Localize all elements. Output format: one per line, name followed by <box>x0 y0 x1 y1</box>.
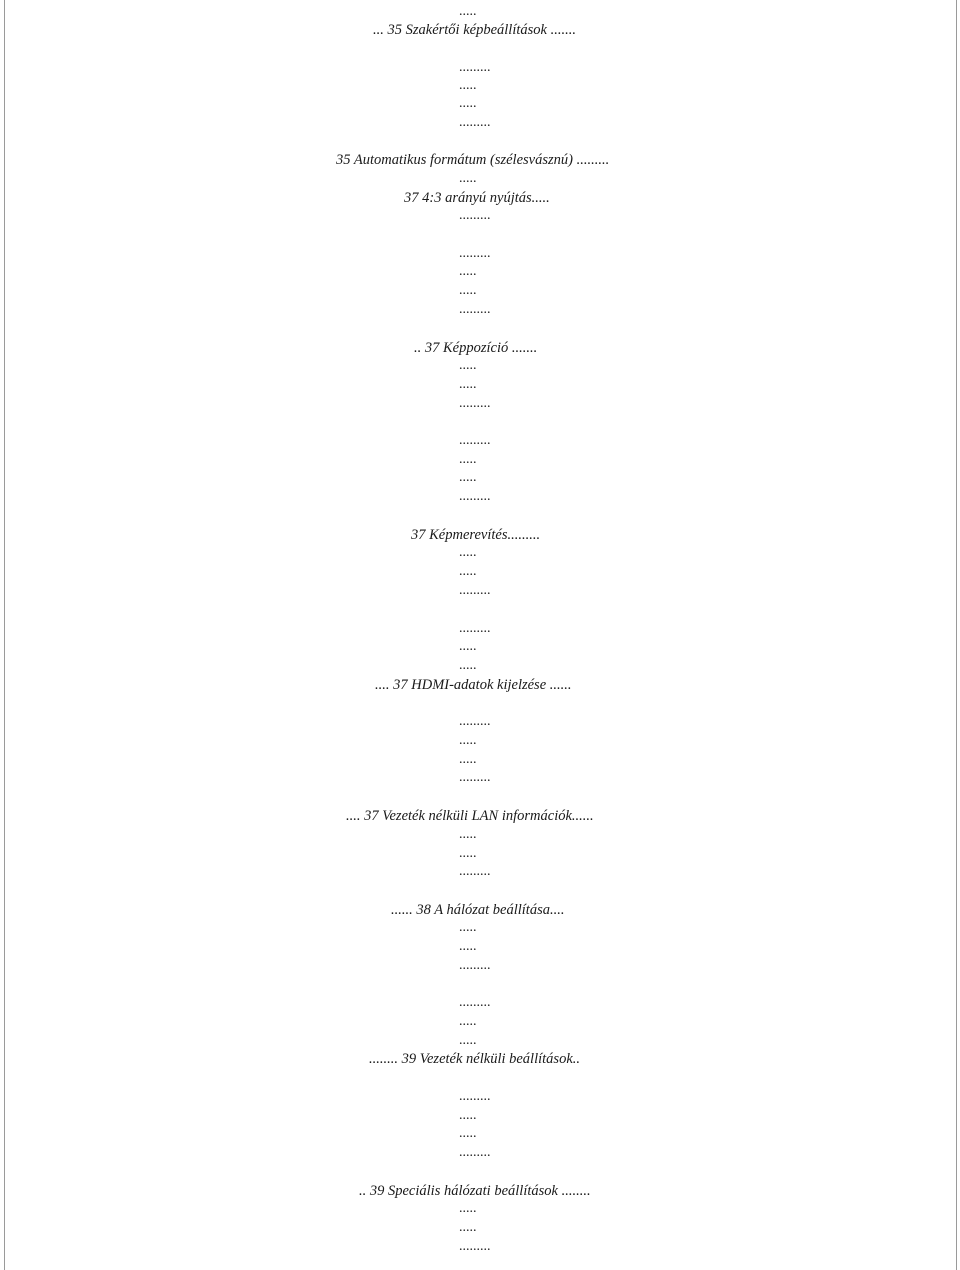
toc-entry-4-3-aranyu-nyujtas[interactable]: 37 4:3 arányú nyújtás..... <box>404 190 550 206</box>
dot-leader: ......... <box>459 958 491 973</box>
dot-leader: ......... <box>459 621 491 636</box>
toc-entry-keppozicio[interactable]: .. 37 Képpozíció ....... <box>414 340 538 356</box>
dot-leader: ..... <box>459 171 477 186</box>
dot-leader: ......... <box>459 583 491 598</box>
dot-leader: ..... <box>459 920 477 935</box>
dot-leader: ..... <box>459 545 477 560</box>
toc-entry-szakertoi-kepbeallitasok[interactable]: ... 35 Szakértői képbeállítások ....... <box>373 22 576 38</box>
toc-entry-kepmerevites[interactable]: 37 Képmerevítés......... <box>411 527 541 543</box>
dot-leader: ..... <box>459 96 477 111</box>
dot-leader: ......... <box>459 246 491 261</box>
toc-entry-a-halozat-beallitasa[interactable]: ...... 38 A hálózat beállítása.... <box>391 902 565 918</box>
dot-leader: ......... <box>459 864 491 879</box>
toc-entry-specialis-halozati-beallitasok[interactable]: .. 39 Speciális hálózati beállítások ........ <box>359 1183 591 1199</box>
dot-leader: ..... <box>459 1108 477 1123</box>
dot-leader: ..... <box>459 78 477 93</box>
dot-leader: ......... <box>459 995 491 1010</box>
dot-leader: ..... <box>459 658 477 673</box>
dot-leader: ..... <box>459 846 477 861</box>
dot-leader: ..... <box>459 264 477 279</box>
dot-leader: ..... <box>459 283 477 298</box>
dot-leader: ..... <box>459 827 477 842</box>
dot-leader: ..... <box>459 733 477 748</box>
dot-leader: ..... <box>459 939 477 954</box>
dot-leader: ......... <box>459 770 491 785</box>
page-left-border <box>4 0 5 1270</box>
dot-leader: ......... <box>459 115 491 130</box>
dot-leader: ..... <box>459 1220 477 1235</box>
dot-leader: ......... <box>459 208 491 223</box>
dot-leader: ..... <box>459 1014 477 1029</box>
dot-leader: ..... <box>459 4 477 19</box>
dot-leader: ..... <box>459 639 477 654</box>
dot-leader: ..... <box>459 452 477 467</box>
dot-leader: ......... <box>459 302 491 317</box>
dot-leader: ......... <box>459 1145 491 1160</box>
dot-leader: ..... <box>459 1033 477 1048</box>
dot-leader: ......... <box>459 60 491 75</box>
dot-leader: ..... <box>459 358 477 373</box>
toc-entry-vezetek-nelkuli-lan-informaciok[interactable]: .... 37 Vezeték nélküli LAN információk...... <box>346 808 594 824</box>
dot-leader: ..... <box>459 377 477 392</box>
dot-leader: ......... <box>459 489 491 504</box>
page-right-border <box>956 0 957 1270</box>
dot-leader: ......... <box>459 396 491 411</box>
dot-leader: ......... <box>459 433 491 448</box>
dot-leader: ..... <box>459 1126 477 1141</box>
dot-leader: ......... <box>459 1239 491 1254</box>
toc-entry-automatikus-formatum[interactable]: 35 Automatikus formátum (szélesvásznú) ......... <box>336 152 610 168</box>
dot-leader: ..... <box>459 564 477 579</box>
dot-leader: ......... <box>459 714 491 729</box>
dot-leader: ..... <box>459 470 477 485</box>
dot-leader: ......... <box>459 1089 491 1104</box>
dot-leader: ..... <box>459 752 477 767</box>
dot-leader: ..... <box>459 1201 477 1216</box>
toc-entry-hdmi-adatok-kijelzese[interactable]: .... 37 HDMI-adatok kijelzése ...... <box>375 677 572 693</box>
toc-entry-vezetek-nelkuli-beallitasok[interactable]: ........ 39 Vezeték nélküli beállítások.. <box>369 1051 581 1067</box>
